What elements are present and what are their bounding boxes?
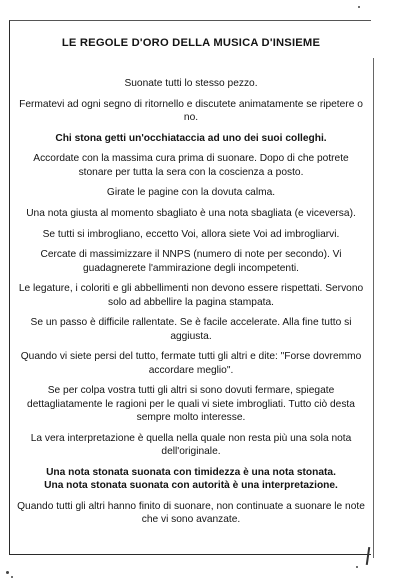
- scan-speck: [358, 6, 360, 8]
- rule-item: Se tutti si imbrogliano, eccetto Voi, allora siete Voi ad imbrogliarvi.: [42, 228, 340, 240]
- rule-item: Una nota stonata suonata con autorità è una interpretazione.: [44, 479, 338, 491]
- rule-item: Cercate di massimizzare il NNPS (numero di note per secondo). Vi guadagnerete l'ammirazione degli incompetenti.: [40, 249, 342, 274]
- rule-item: La vera interpretazione è quella nella quale non resta più una sola nota dell'originale.: [30, 432, 352, 457]
- rule-item: Girate le pagine con la dovuta calma.: [106, 187, 276, 199]
- rule-item: Una nota stonata suonata con timidezza è una nota stonata.: [46, 466, 336, 478]
- rule-item: Chi stona getti un'occhiataccia ad uno dei suoi colleghi.: [55, 132, 327, 144]
- rule-item: Quando tutti gli altri hanno finito di suonare, non continuate a suonare le note che vi sono avanzate.: [17, 500, 365, 525]
- scan-speck: [6, 571, 9, 574]
- rule-item: Se per colpa vostra tutti gli altri si sono dovuti fermare, spiegate dettagliatamente le ragioni per le quali vi siete imbrogliati. Tutto ciò desta sempre molto interesse.: [27, 385, 355, 423]
- document-title: LE REGOLE D'ORO DELLA MUSICA D'INSIEME: [61, 37, 321, 49]
- rule-item: Fermatevi ad ogni segno di ritornello e discutete animatamente se ripetere o no.: [19, 98, 363, 123]
- scan-speck: [356, 566, 358, 568]
- rule-item: Le legature, i coloriti e gli abbellimenti non devono essere rispettati. Servono solo ad abbellire la pagina stampata.: [18, 283, 364, 308]
- rule-item: Accordate con la massima cura prima di suonare. Dopo di che potrete stonare per tutta la sera con la coscienza a posto.: [33, 153, 349, 178]
- page-right-border: [373, 58, 374, 558]
- rule-item: Suonate tutti lo stesso pezzo.: [124, 78, 258, 89]
- rules-list: [16, 77, 366, 534]
- scan-speck: [11, 576, 13, 578]
- rule-item: Quando vi siete persi del tutto, fermate tutti gli altri e dite: "Forse dovremmo accordare meglio".: [20, 351, 362, 376]
- rule-item: Se un passo è difficile rallentate. Se è facile accelerate. Alla fine tutto si aggiusta.: [30, 317, 352, 342]
- rule-item: Una nota giusta al momento sbagliato è una nota sbagliata (e viceversa).: [26, 208, 356, 220]
